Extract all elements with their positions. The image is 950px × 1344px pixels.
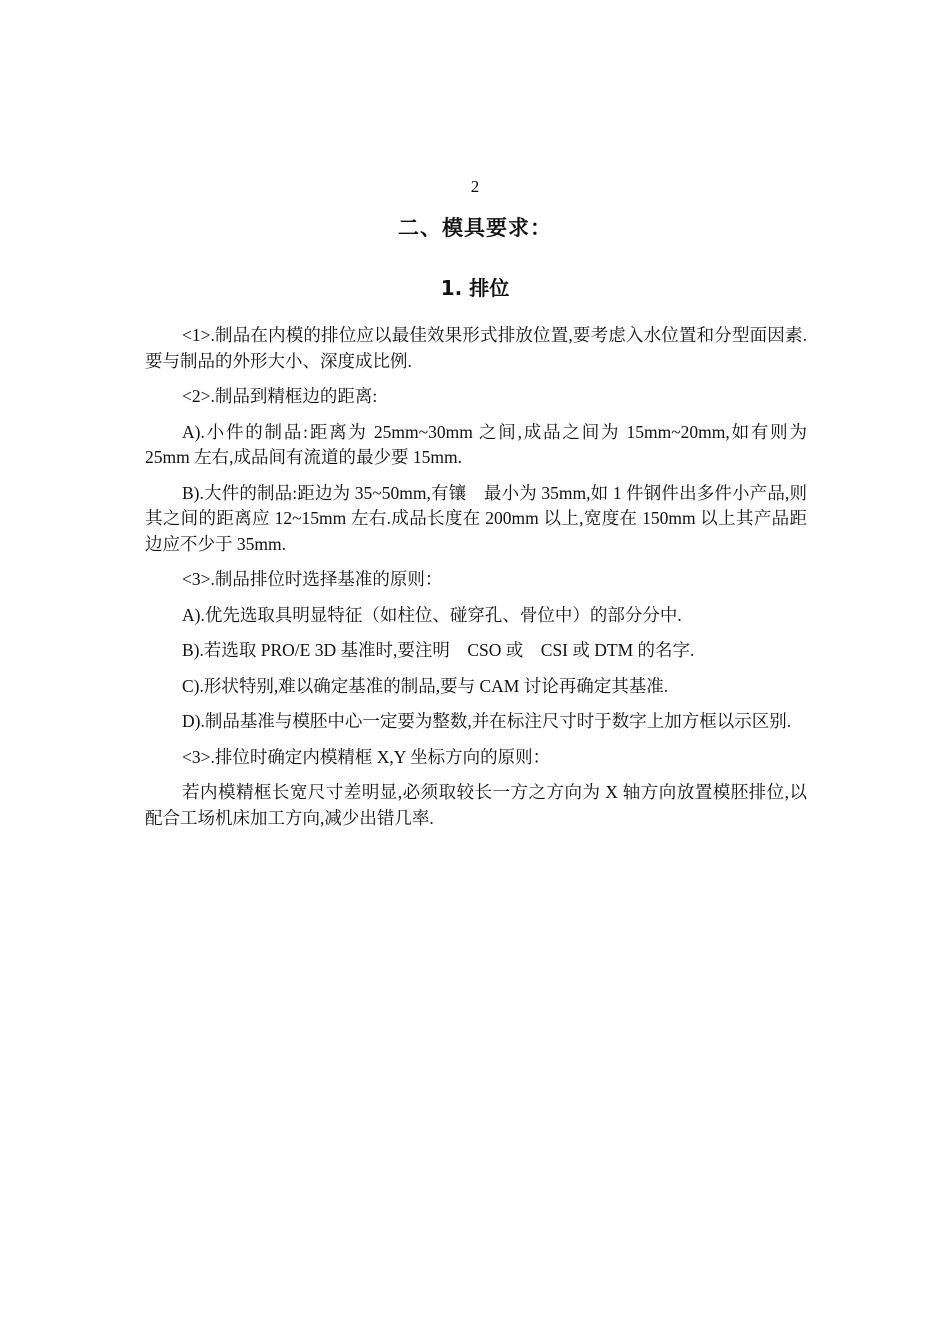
page-number: 2	[470, 177, 480, 196]
document-body	[145, 323, 807, 841]
paragraph-layout-principle: <1>.制品在内模的排位应以最佳效果形式排放位置,要考虑入水位置和分型面因素. 要与制品的外形大小、深度成比例.	[145, 325, 807, 371]
paragraph-small-parts: A).小件的制品:距离为 25mm~30mm 之间,成品之间为 15mm~20mm,如有则为 25mm 左右,成品间有流道的最少要 15mm.	[145, 421, 807, 467]
paragraph-datum-b: B).若选取 PRO/E 3D 基准时,要注明 CSO 或 CSI 或 DTM 的名字.	[182, 640, 695, 660]
paragraph-datum-d: D).制品基准与模胚中心一定要为整数,并在标注尺寸时于数字上加方框以示区别.	[182, 711, 792, 731]
section-title: 1. 排位	[440, 276, 510, 300]
paragraph-large-parts: B).大件的制品:距边为 35~50mm,有镶 最小为 35mm,如 1 件钢件出多件小产品,则其之间的距离应 12~15mm 左右.成品长度在 200mm 以上,宽度在 150mm 以上其产品距边应不少于 35mm.	[145, 482, 807, 554]
paragraph-axis-rule: 若内模精框长宽尺寸差明显,必须取较长一方之方向为 X 轴方向放置模胚排位,以配合工场机床加工方向,减少出错几率.	[145, 782, 807, 828]
paragraph-distance-heading: <2>.制品到精框边的距离:	[182, 386, 378, 406]
paragraph-datum-a: A).优先选取具明显特征（如柱位、碰穿孔、骨位中）的部分分中.	[182, 604, 682, 625]
chapter-title: 二、模具要求：	[398, 216, 552, 240]
paragraph-datum-c: C).形状特别,难以确定基准的制品,要与 CAM 讨论再确定其基准.	[182, 675, 669, 696]
paragraph-axis-heading: <3>.排位时确定内模精框 X,Y 坐标方向的原则：	[182, 746, 551, 767]
paragraph-datum-heading: <3>.制品排位时选择基准的原则：	[182, 569, 443, 589]
